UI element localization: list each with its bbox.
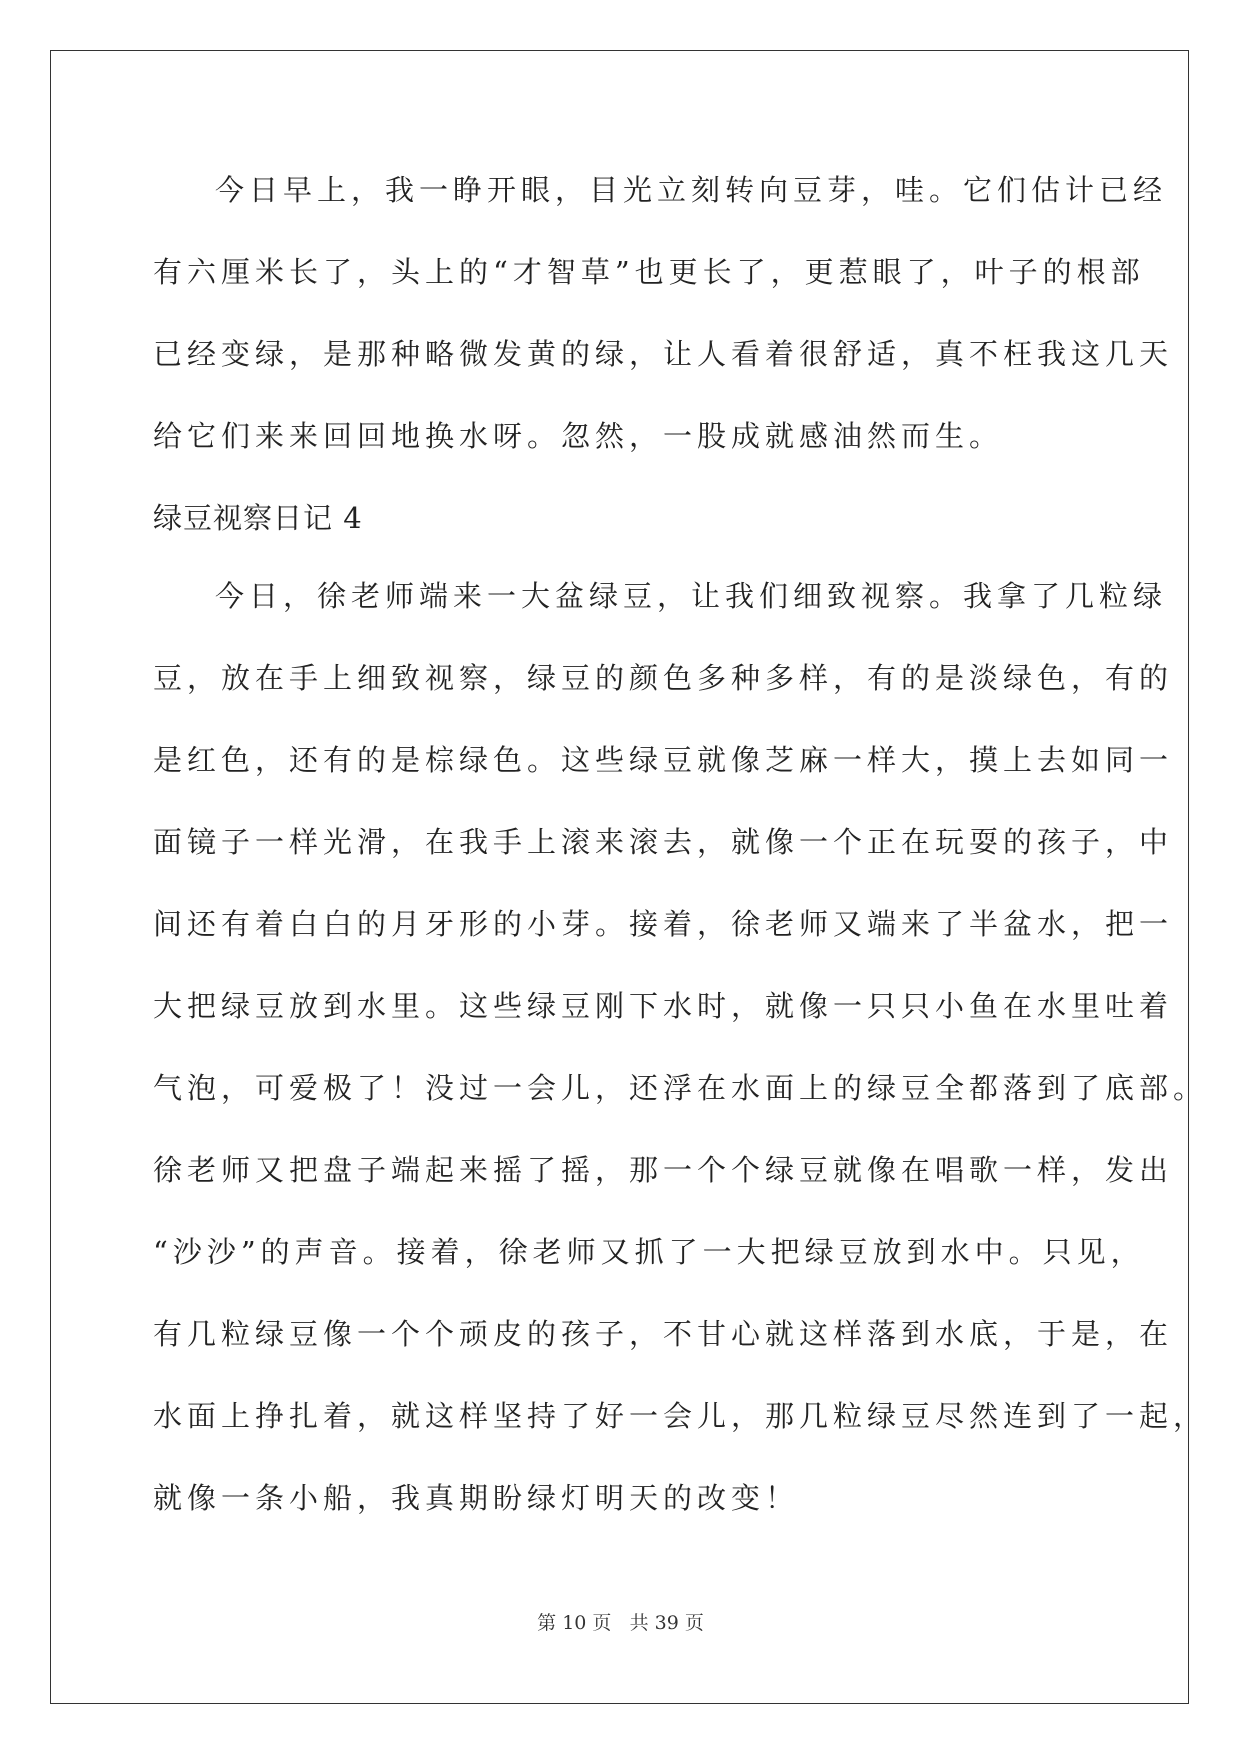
paragraph-line: 徐老师又把盘子端起来摇了摇，那一个个绿豆就像在唱歌一样，发出: [153, 1153, 1174, 1187]
paragraph-line: 间还有着白白的月牙形的小芽。接着，徐老师又端来了半盆水，把一: [153, 907, 1174, 941]
paragraph-line: 有六厘米长了，头上的“才智草”也更长了，更惹眼了，叶子的根部: [153, 255, 1145, 289]
paragraph-line: 水面上挣扎着，就这样坚持了好一会儿，那几粒绿豆尽然连到了一起，: [153, 1399, 1208, 1433]
paragraph-line: “沙沙”的声音。接着，徐老师又抓了一大把绿豆放到水中。只见，: [153, 1235, 1145, 1269]
paragraph-line: 给它们来来回回地换水呀。忽然，一股成就感油然而生。: [153, 419, 1004, 453]
document-body: [153, 160, 1208, 1550]
paragraph-line: 有几粒绿豆像一个个顽皮的孩子，不甘心就这样落到水底，于是，在: [153, 1317, 1174, 1351]
paragraph-2: [153, 566, 1208, 1550]
page-footer: [0, 1608, 1241, 1635]
paragraph-line: 是红色，还有的是棕绿色。这些绿豆就像芝麻一样大，摸上去如同一: [153, 743, 1174, 777]
paragraph-line: 豆，放在手上细致视察，绿豆的颜色多种多样，有的是淡绿色，有的: [153, 661, 1174, 695]
section-heading: 绿豆视察日记 4: [153, 501, 363, 535]
paragraph-line: 已经变绿，是那种略微发黄的绿，让人看着很舒适，真不枉我这几天: [153, 337, 1174, 371]
paragraph-line: 今日早上，我一睁开眼，目光立刻转向豆芽，哇。它们估计已经: [215, 173, 1168, 207]
paragraph-line: 气泡，可爱极了！没过一会儿，还浮在水面上的绿豆全都落到了底部。: [153, 1071, 1208, 1105]
paragraph-1: [153, 160, 1174, 488]
paragraph-line: 面镜子一样光滑，在我手上滚来滚去，就像一个正在玩耍的孩子，中: [153, 825, 1174, 859]
page-number: 第 10 页: [537, 1612, 612, 1634]
paragraph-line: 大把绿豆放到水里。这些绿豆刚下水时，就像一只只小鱼在水里吐着: [153, 989, 1174, 1023]
paragraph-line: 就像一条小船，我真期盼绿灯明天的改变！: [153, 1481, 800, 1515]
page-total: 共 39 页: [629, 1612, 704, 1634]
paragraph-line: 今日，徐老师端来一大盆绿豆，让我们细致视察。我拿了几粒绿: [215, 579, 1168, 613]
